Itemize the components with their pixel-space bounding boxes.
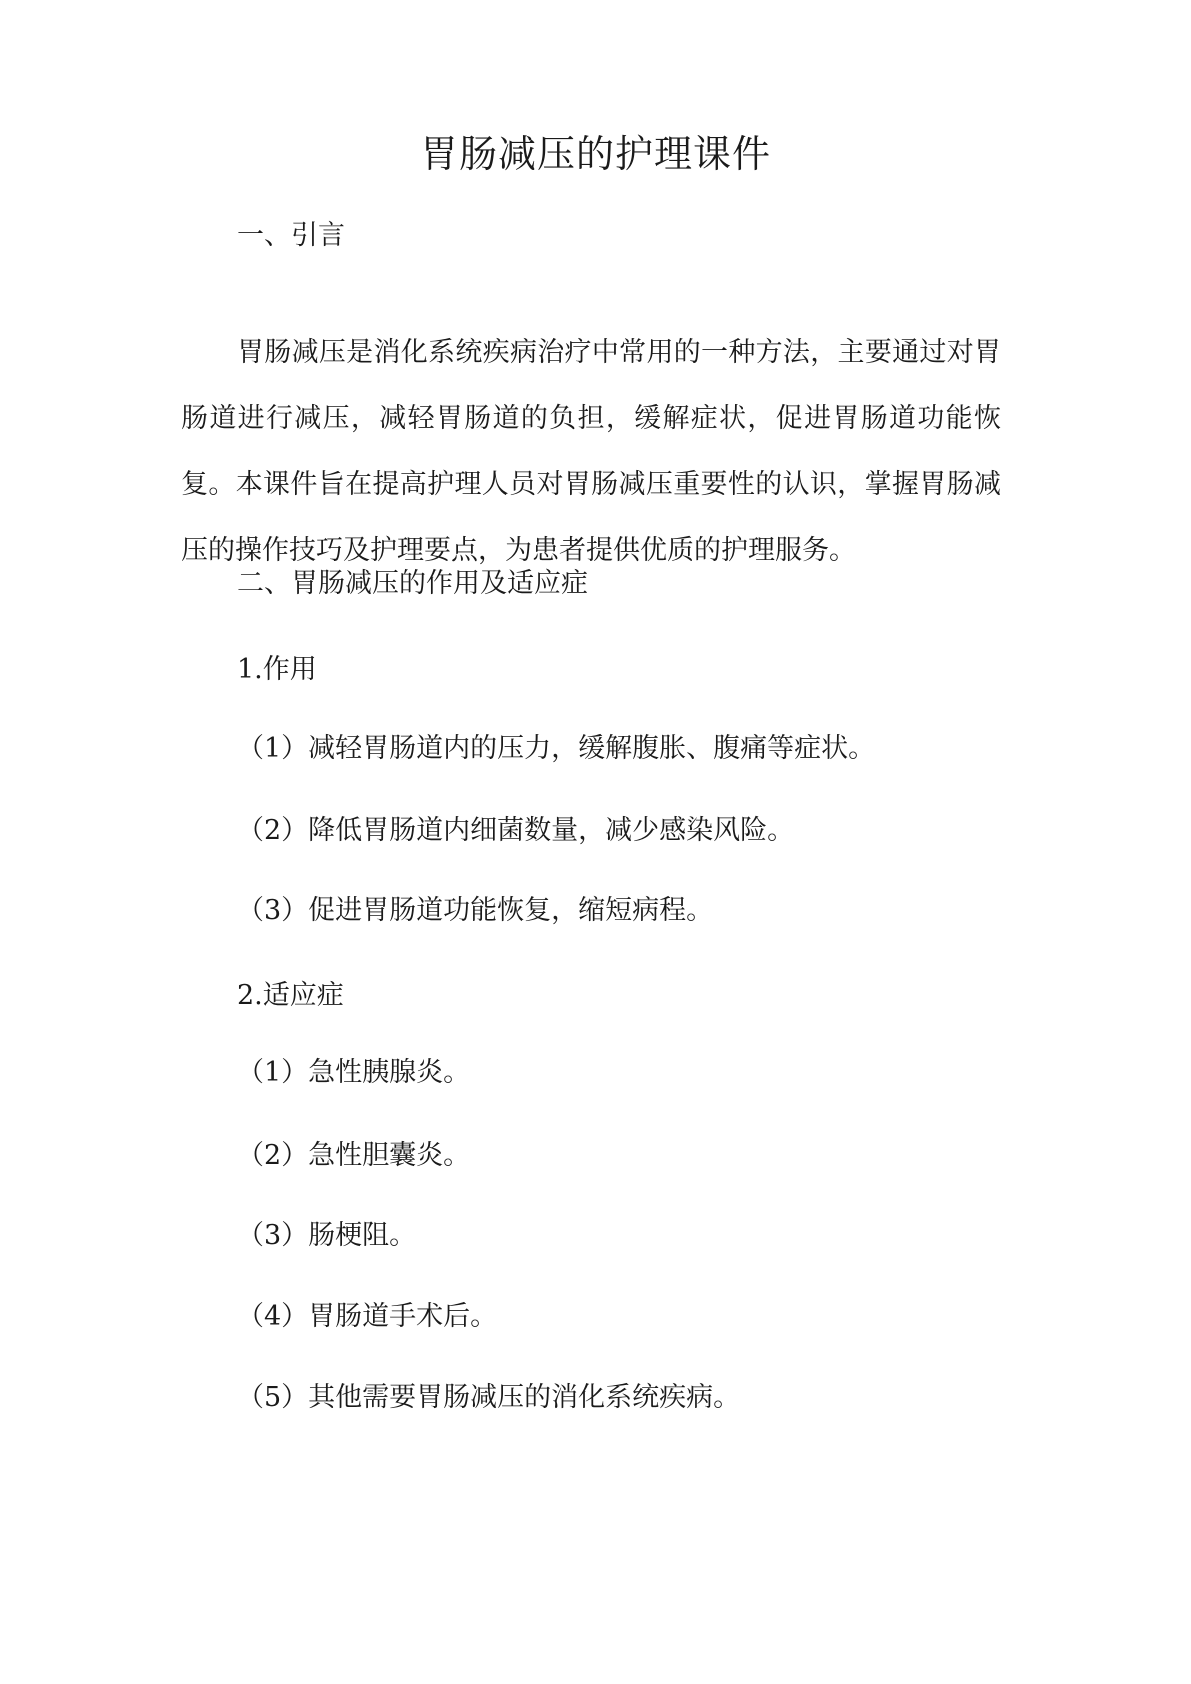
list-item: （4）胃肠道手术后。 [237, 1301, 498, 1332]
list-item: （5）其他需要胃肠减压的消化系统疾病。 [237, 1382, 741, 1413]
list-item: （2）降低胃肠道内细菌数量，减少感染风险。 [237, 815, 795, 846]
list-item: （1）减轻胃肠道内的压力，缓解腹胀、腹痛等症状。 [237, 733, 876, 764]
intro-paragraph: 胃肠减压是消化系统疾病治疗中常用的一种方法，主要通过对胃肠道进行减压，减轻胃肠道的负担，缓解症状，促进胃肠道功能恢复。本课件旨在提高护理人员对胃肠减压重要性的认识，掌握胃肠减压的操作技巧及护理要点，为患者提供优质的护理服务。 [181, 337, 1001, 566]
list-item: （3）促进胃肠道功能恢复，缩短病程。 [237, 895, 714, 926]
list-item: （3）肠梗阻。 [237, 1220, 417, 1251]
document-title: 胃肠减压的护理课件 [419, 132, 771, 176]
list-item: （1）急性胰腺炎。 [237, 1057, 471, 1088]
subheading-indications: 2.适应症 [237, 980, 344, 1011]
subheading-effects: 1.作用 [237, 654, 317, 685]
list-item: （2）急性胆囊炎。 [237, 1140, 471, 1171]
section-heading-intro: 一、引言 [237, 220, 345, 251]
section-heading-effects: 二、胃肠减压的作用及适应症 [237, 568, 588, 599]
